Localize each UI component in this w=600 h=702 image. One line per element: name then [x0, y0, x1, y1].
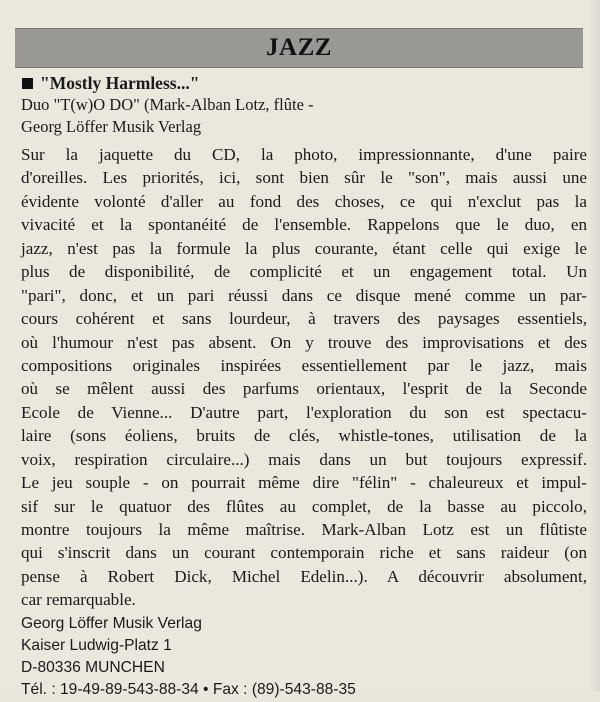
- body-line: sif sur le quatuor des flûtes au complet, de la basse au piccolo,: [21, 496, 587, 516]
- body-line: compositions originales inspirées essentiellement par le jazz, mais: [21, 355, 587, 375]
- headline: [21, 72, 587, 94]
- section-title: JAZZ: [266, 34, 332, 61]
- body-line: vivacité et la spontanéité de l'ensemble. Rappelons que le duo, en: [21, 215, 587, 235]
- body-line: laire (sons éoliens, bruits de clés, whistle-tones, utilisation de la: [21, 426, 587, 446]
- label-line: Georg Löffer Musik Verlag: [21, 117, 202, 136]
- section-header-band: [15, 28, 583, 68]
- body-line: Sur la jaquette du CD, la photo, impressionnante, d'une paire: [21, 145, 587, 164]
- body-line: où se mêlent aussi des parfums orientaux, l'esprit de la Seconde: [21, 379, 587, 399]
- publisher-name: Georg Löffer Musik Verlag: [21, 614, 202, 632]
- body-line: d'oreilles. Les priorités, ici, sont bien sûr le "son", mais aussi une: [21, 168, 587, 188]
- body-line: car remarquable.: [21, 590, 136, 610]
- body-line: plus de disponibilité, de complicité et un engagement total. Un: [21, 262, 587, 282]
- body-line: "pari", donc, et un pari réussi dans ce disque mené comme un par-: [21, 285, 587, 305]
- body-line: pense à Robert Dick, Michel Edelin...). A découvrir absolument,: [21, 566, 587, 586]
- review-article: [21, 72, 587, 702]
- body-line: où l'humour n'est pas absent. On y trouve des improvisations et des: [21, 332, 587, 352]
- publisher-city: D-80336 MUNCHEN: [21, 659, 165, 677]
- body-line: Le jeu souple - on pourrait même dire "félin" - chaleureux et impul-: [21, 473, 587, 493]
- body-line: évidente volonté d'aller au fond des choses, ce qui n'exclut pas la: [21, 191, 587, 211]
- body-line: jazz, n'est pas la formule la plus courante, étant celle qui exige le: [21, 238, 587, 258]
- body-line: Ecole de Vienne... D'autre part, l'exploration du son est spectacu-: [21, 402, 587, 422]
- page-edge-shadow: [588, 0, 600, 691]
- body-line: qui s'inscrit dans un courant contemporain riche et sans raideur (on: [21, 543, 587, 563]
- body-line: voix, respiration circulaire...) mais dans un but toujours expressif.: [21, 449, 587, 469]
- album-credits-line: Duo "T(w)O DO" (Mark-Alban Lotz, flûte -: [21, 95, 314, 114]
- headline-text: "Mostly Harmless...": [40, 73, 200, 93]
- publisher-contact: [21, 613, 587, 702]
- publisher-phone-fax: Tél. : 19-49-89-543-88-34 • Fax : (89)-543-88-35: [21, 681, 356, 699]
- review-body: [21, 143, 587, 612]
- body-line: montre toujours la même maîtrise. Mark-Alban Lotz est un flûtiste: [21, 520, 587, 539]
- body-line: cours cohérent et sans lourdeur, à travers des paysages essentiels,: [21, 309, 587, 329]
- publisher-street: Kaiser Ludwig-Platz 1: [21, 636, 172, 654]
- square-bullet-icon: [22, 78, 33, 89]
